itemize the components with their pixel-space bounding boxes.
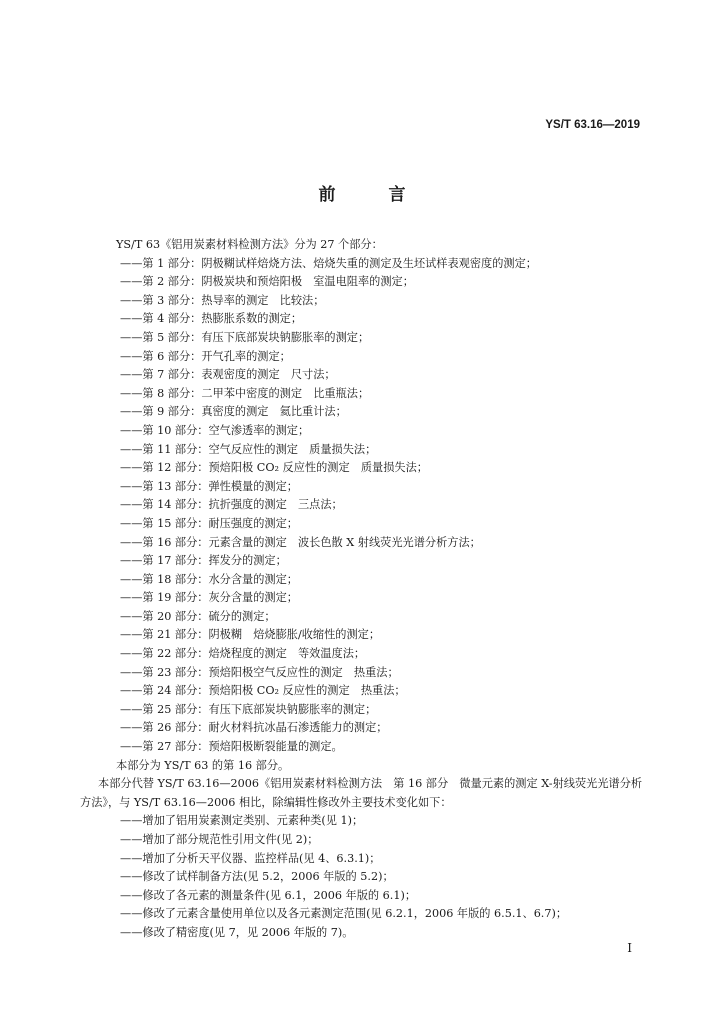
intro-paragraph: YS/T 63《铝用炭素材料检测方法》分为 27 个部分： — [116, 238, 383, 251]
page-number: I — [627, 941, 632, 955]
list-item-part: ——第 11 部分：空气反应性的测定 质量损失法； — [120, 442, 377, 456]
list-item-part: ——第 1 部分：阴极糊试样焙烧方法、焙烧失重的测定及生坯试样表观密度的测定； — [120, 256, 537, 270]
list-item-part: ——第 20 部分：硫分的测定； — [120, 609, 276, 623]
list-item-part: ——第 24 部分：预焙阳极 CO₂ 反应性的测定 热重法； — [120, 684, 406, 698]
list-item-part: ——第 23 部分：预焙阳极空气反应性的测定 热重法； — [120, 665, 399, 679]
list-item-part: ——第 19 部分：灰分含量的测定； — [120, 591, 298, 605]
list-item-change: ——增加了部分规范性引用文件(见 2)； — [120, 833, 319, 846]
replaces-paragraph: 本部分代替 YS/T 63.16—2006《铝用炭素材料检测方法 第 16 部分 微量元素的测定 X-射线荧光光谱分析方法》，与 YS/T 63.16—2006 相比，除编辑性修改外主要技术变化如下： — [80, 777, 643, 809]
list-item-part: ——第 5 部分：有压下底部炭块钠膨胀率的测定； — [120, 330, 370, 344]
list-item-change: ——增加了分析天平仪器、监控样品(见 4、6.3.1)； — [120, 851, 381, 865]
list-item-part: ——第 2 部分：阴极炭块和预焙阳极 室温电阻率的测定； — [120, 275, 414, 289]
list-item-part: ——第 27 部分：预焙阳极断裂能量的测定。 — [120, 740, 343, 754]
changes-list — [98, 812, 643, 942]
list-item-change: ——修改了各元素的测量条件(见 6.1，2006 年版的 6.1)； — [120, 888, 417, 902]
list-item-part: ——第 16 部分：元素含量的测定 波长色散 X 射线荧光光谱分析方法； — [120, 535, 481, 549]
list-item-part: ——第 14 部分：抗折强度的测定 三点法； — [120, 498, 343, 512]
this-part-paragraph: 本部分为 YS/T 63 的第 16 部分。 — [116, 758, 290, 772]
list-item-part: ——第 3 部分：热导率的测定 比较法； — [120, 293, 325, 307]
foreword-body — [80, 236, 643, 943]
list-item-part: ——第 4 部分：热膨胀系数的测定； — [120, 312, 303, 326]
list-item-part: ——第 21 部分：阴极糊 焙烧膨胀/收缩性的测定； — [120, 628, 381, 642]
list-item-part: ——第 26 部分：耐火材料抗冰晶石渗透能力的测定； — [120, 721, 388, 735]
list-item-part: ——第 12 部分：预焙阳极 CO₂ 反应性的测定 质量损失法； — [120, 461, 428, 475]
list-item-part: ——第 25 部分：有压下底部炭块钠膨胀率的测定； — [120, 702, 377, 716]
list-item-change: ——修改了试样制备方法(见 5.2，2006 年版的 5.2)； — [120, 870, 394, 884]
list-item-part: ——第 15 部分：耐压强度的测定； — [120, 516, 298, 530]
list-item-part: ——第 7 部分：表观密度的测定 尺寸法； — [120, 368, 336, 382]
page-title: 前 言 — [318, 185, 424, 205]
list-item-change: ——修改了精密度(见 7，见 2006 年版的 7)。 — [120, 925, 354, 939]
document-code: YS/T 63.16—2019 — [545, 119, 640, 131]
list-item-change: ——修改了元素含量使用单位以及各元素测定范围(见 6.2.1，2006 年版的 6.5.1、6.7)； — [120, 907, 568, 921]
list-item-part: ——第 10 部分：空气渗透率的测定； — [120, 423, 310, 437]
list-item-change: ——增加了铝用炭素测定类别、元素种类(见 1)； — [120, 814, 364, 828]
list-item-part: ——第 18 部分：水分含量的测定； — [120, 572, 298, 586]
list-item-part: ——第 22 部分：焙烧程度的测定 等效温度法； — [120, 647, 366, 661]
list-item-part: ——第 13 部分：弹性模量的测定； — [120, 479, 298, 493]
list-item-part: ——第 9 部分：真密度的测定 氦比重计法； — [120, 405, 347, 419]
list-item-part: ——第 6 部分：开气孔率的测定； — [120, 349, 291, 363]
list-item-part: ——第 17 部分：挥发分的测定； — [120, 554, 287, 568]
list-item-part: ——第 8 部分：二甲苯中密度的测定 比重瓶法； — [120, 386, 370, 400]
parts-list — [98, 255, 643, 757]
